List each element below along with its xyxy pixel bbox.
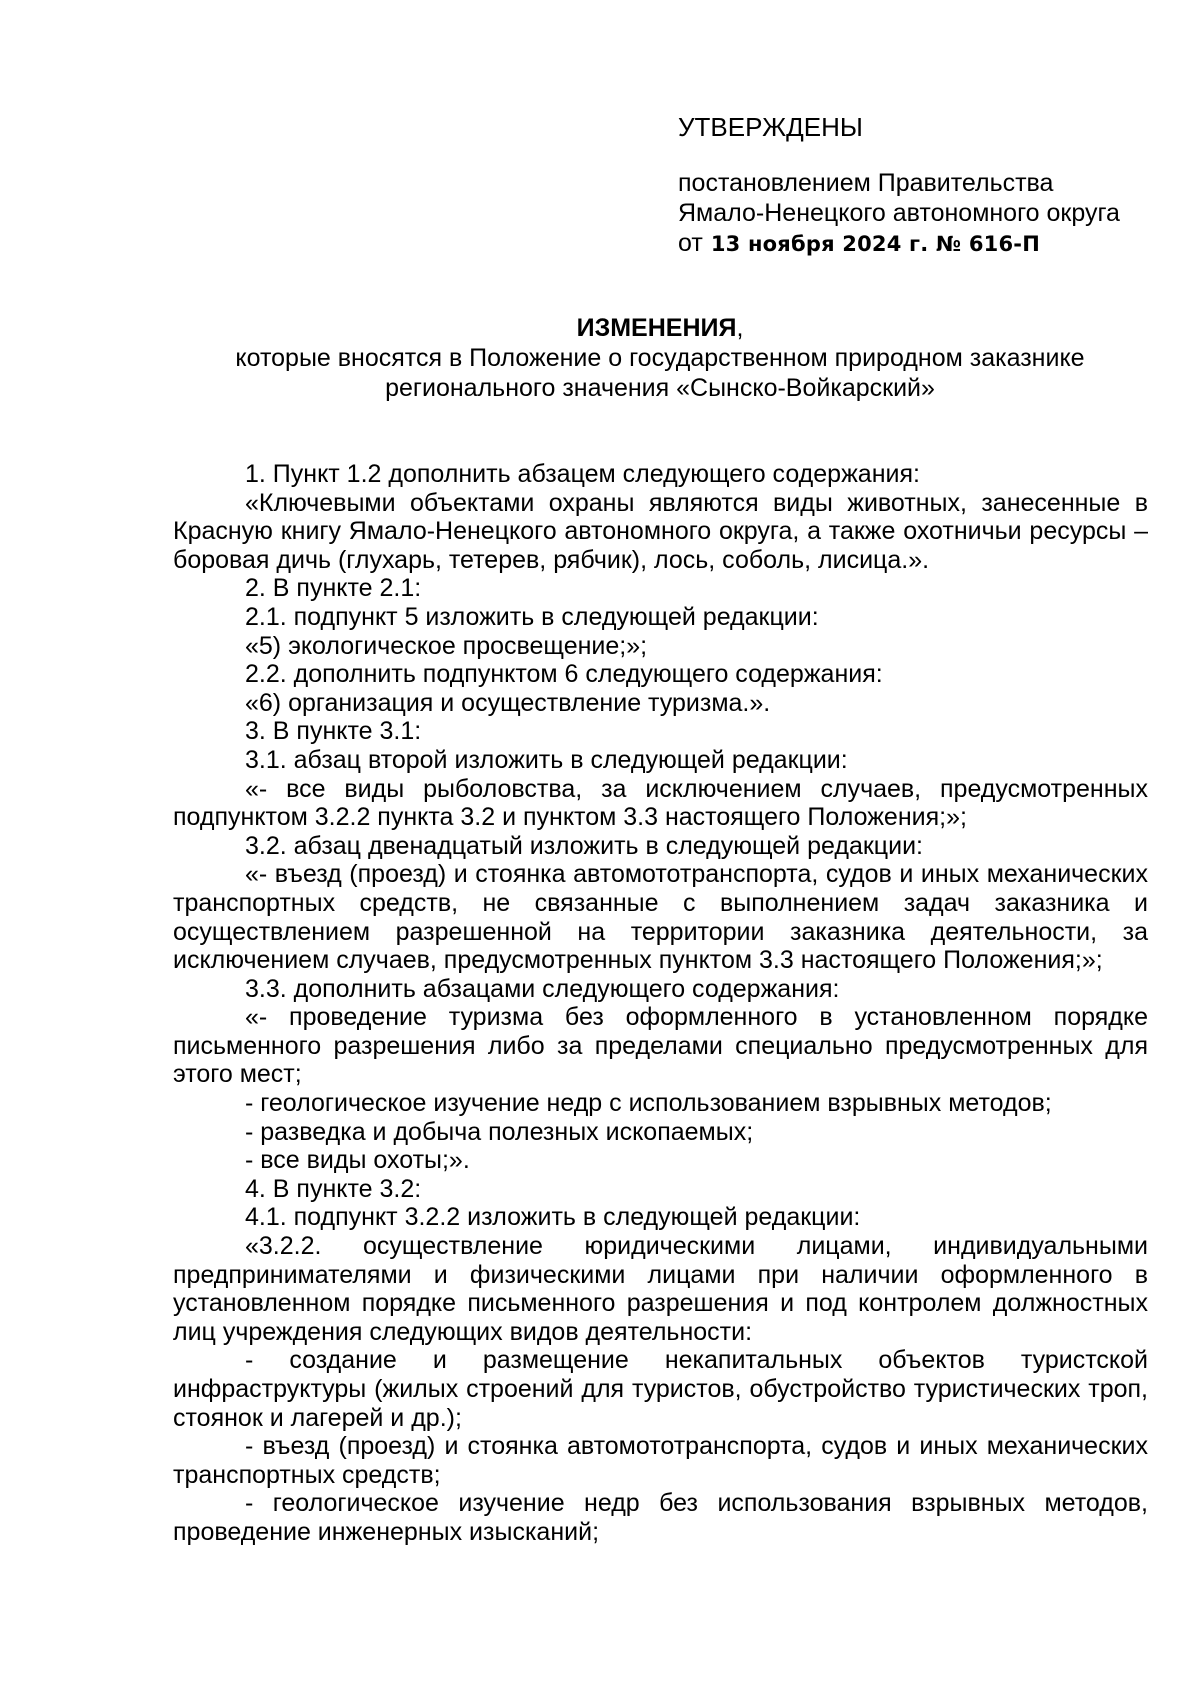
approval-resolution-line: постановлением Правительства bbox=[678, 169, 1054, 197]
approval-stamp-heading: УТВЕРЖДЕНЫ bbox=[678, 112, 863, 142]
paragraph: 2. В пункте 2.1: bbox=[245, 574, 422, 603]
paragraph: 3.3. дополнить абзацами следующего содержания: bbox=[245, 974, 840, 1003]
paragraph: 4.1. подпункт 3.2.2 изложить в следующей редакции: bbox=[245, 1203, 861, 1232]
paragraph: - все виды охоты;». bbox=[245, 1146, 470, 1175]
paragraph: «- въезд (проезд) и стоянка автомототранспорта, судов и иных механических транспортных средств, не связанные с выполнением задач заказника и осуществлением разрешенной на территории заказника деятельности, за исключением случаев, предусмотренных пунктом 3.3 настоящего Положения;»; bbox=[173, 860, 1148, 975]
approval-date-line bbox=[678, 228, 1158, 259]
paragraph: «- проведение туризма без оформленного в установленном порядке письменного разрешения либо за пределами специально предусмотренных для этого мест; bbox=[173, 1003, 1148, 1089]
approval-date-prefix: от bbox=[678, 229, 703, 257]
paragraph: 3. В пункте 3.1: bbox=[245, 717, 422, 746]
paragraph: - разведка и добыча полезных ископаемых; bbox=[245, 1117, 754, 1146]
paragraph: 3.2. абзац двенадцатый изложить в следующей редакции: bbox=[245, 831, 923, 860]
paragraph: 1. Пункт 1.2 дополнить абзацем следующего содержания: bbox=[245, 460, 920, 488]
document-title: ИЗМЕНЕНИЯ bbox=[576, 314, 737, 342]
document-subtitle-line-1: которые вносятся в Положение о государственном природном заказнике bbox=[235, 344, 1085, 372]
paragraph: 4. В пункте 3.2: bbox=[245, 1174, 422, 1203]
paragraph: 2.2. дополнить подпунктом 6 следующего содержания: bbox=[245, 660, 883, 689]
paragraph: - въезд (проезд) и стоянка автомототранспорта, судов и иных механических транспортных средств; bbox=[173, 1432, 1148, 1489]
paragraph: 2.1. подпункт 5 изложить в следующей редакции: bbox=[245, 602, 819, 631]
approval-date-number: 13 ноября 2024 г. № 616-П bbox=[710, 232, 1040, 256]
paragraph: - геологическое изучение недр с использованием взрывных методов; bbox=[245, 1089, 1052, 1118]
approval-government-line: Ямало-Ненецкого автономного округа bbox=[678, 199, 1120, 227]
document-title-suffix: , bbox=[736, 314, 744, 342]
paragraph: «Ключевыми объектами охраны являются виды животных, занесенные в Красную книгу Ямало-Ненецкого автономного округа, а также охотничьи ресурсы – боровая дичь (глухарь, тетерев, рябчик), лось, соболь, лисица.». bbox=[173, 488, 1148, 574]
paragraph: «- все виды рыболовства, за исключением случаев, предусмотренных подпунктом 3.2.2 пункта 3.2 и пунктом 3.3 настоящего Положения;»; bbox=[173, 774, 1148, 832]
approval-block bbox=[678, 112, 1158, 259]
paragraph: - геологическое изучение недр без использования взрывных методов, проведение инженерных изысканий; bbox=[173, 1489, 1148, 1546]
document-body bbox=[173, 460, 1148, 1547]
document-title-block bbox=[170, 313, 1150, 403]
paragraph: «3.2.2. осуществление юридическими лицами, индивидуальными предпринимателями и физическими лицами при наличии оформленного в установленном порядке письменного разрешения и под контролем должностных лиц учреждения следующих видов деятельности: bbox=[173, 1232, 1148, 1346]
paragraph: - создание и размещение некапитальных объектов туристской инфраструктуры (жилых строений для туристов, обустройство туристических троп, стоянок и лагерей и др.); bbox=[173, 1346, 1148, 1432]
document-subtitle-line-2: регионального значения «Сынско-Войкарский» bbox=[385, 374, 935, 402]
paragraph: «6) организация и осуществление туризма.». bbox=[245, 688, 771, 717]
document-title-line bbox=[170, 313, 1150, 343]
paragraph: «5) экологическое просвещение;»; bbox=[245, 631, 648, 660]
paragraph: 3.1. абзац второй изложить в следующей редакции: bbox=[245, 745, 848, 774]
